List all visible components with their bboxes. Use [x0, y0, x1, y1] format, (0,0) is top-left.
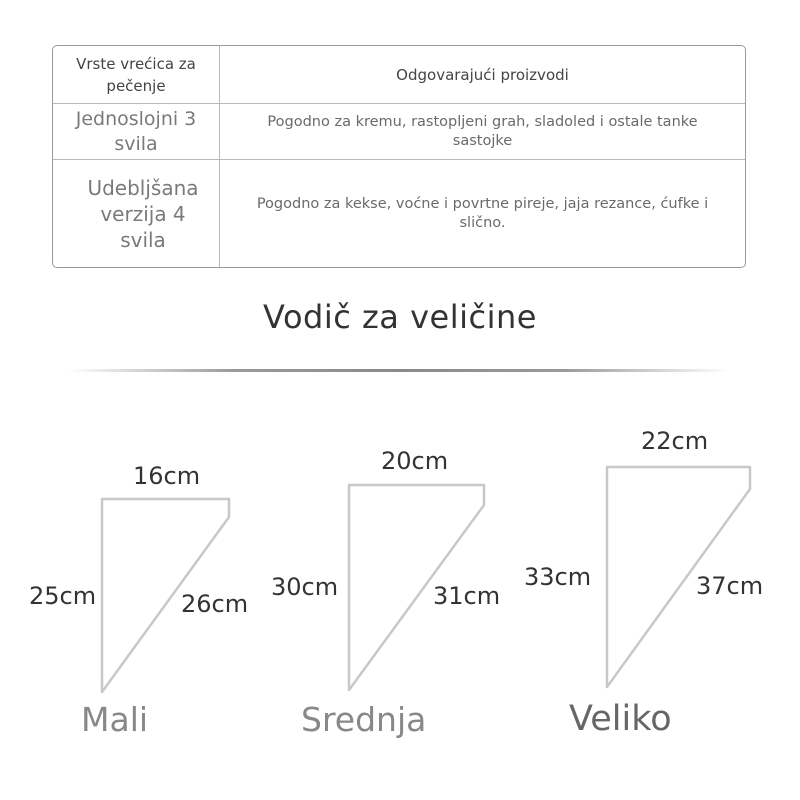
- medium-diagonal-length: 31cm: [433, 582, 501, 610]
- size-name-small: Mali: [81, 700, 149, 739]
- bag-type-label: Jednoslojni 3 svila: [75, 107, 197, 155]
- medium-side-length: 30cm: [271, 573, 339, 601]
- medium-top-width: 20cm: [381, 447, 449, 475]
- size-name-large: Veliko: [569, 699, 672, 739]
- large-top-width: 22cm: [641, 427, 709, 455]
- size-guide-title: Vodič za veličine: [263, 298, 537, 336]
- table-header-products: Odgovarajući proizvodi: [396, 65, 569, 84]
- small-diagonal-length: 26cm: [181, 590, 249, 618]
- large-side-length: 33cm: [524, 563, 592, 591]
- large-diagonal-length: 37cm: [696, 572, 764, 600]
- small-side-length: 25cm: [29, 582, 97, 610]
- suitable-products-text: Pogodno za kremu, rastopljeni grah, sladoled i ostale tanke sastojke: [267, 113, 698, 149]
- bag-type-label: Udebljšana verzija 4 svila: [87, 175, 199, 252]
- small-top-width: 16cm: [133, 462, 201, 490]
- suitable-products-text: Pogodno za kekse, voćne i povrtne pireje, jaja rezance, ćufke i slično.: [256, 195, 709, 231]
- table-header-type: Vrste vrećica za pečenje: [76, 54, 196, 95]
- size-name-medium: Srednja: [301, 700, 427, 739]
